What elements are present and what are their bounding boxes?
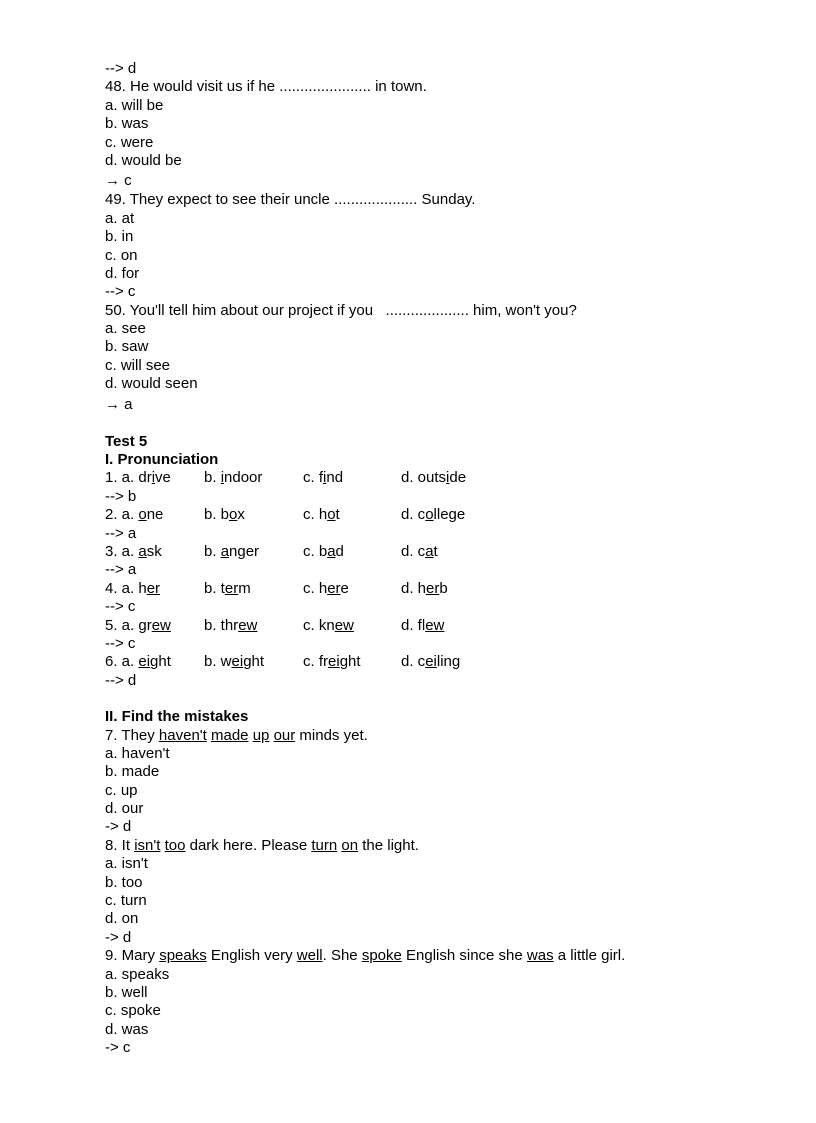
answer-4: --> c <box>105 598 136 616</box>
option-9-a: a. speaks <box>105 965 170 983</box>
option-3-a: 3. a. ask <box>105 542 162 560</box>
option-50-b: b. saw <box>105 338 149 356</box>
pronunciation-row-5 <box>105 617 765 635</box>
option-8-d: d. on <box>105 910 139 928</box>
answer-7: -> d <box>105 818 132 836</box>
option-49-b: b. in <box>105 228 134 246</box>
option-2-c: c. hot <box>303 506 340 524</box>
option-2-a: 2. a. one <box>105 506 164 524</box>
option-5-b: b. threw <box>204 616 258 634</box>
spacer <box>105 690 765 708</box>
option-1-b: b. indoor <box>204 469 263 487</box>
option-5-a: 5. a. grew <box>105 616 171 634</box>
option-9-c: c. spoke <box>105 1002 161 1020</box>
option-48-d: d. would be <box>105 151 182 169</box>
answer-3: --> a <box>105 561 137 579</box>
answer-9: -> c <box>105 1039 131 1057</box>
option-6-c: c. freight <box>303 653 361 671</box>
option-4-d: d. herb <box>401 579 448 597</box>
option-4-b: b. term <box>204 579 251 597</box>
option-8-a: a. isn't <box>105 855 148 873</box>
option-2-b: b. box <box>204 506 245 524</box>
option-1-c: c. find <box>303 469 344 487</box>
question-7: 7. They haven't made up our minds yet. <box>105 726 368 744</box>
pronunciation-row-3 <box>105 543 765 561</box>
question-50: 50. You'll tell him about our project if you .................... him, won't you? <box>105 301 577 319</box>
option-7-d: d. our <box>105 800 144 818</box>
option-9-b: b. well <box>105 983 148 1001</box>
answer-48-value: c <box>124 172 132 190</box>
option-3-d: d. cat <box>401 542 438 560</box>
option-6-d: d. ceiling <box>401 653 461 671</box>
document-page <box>105 60 765 1058</box>
option-8-c: c. turn <box>105 892 147 910</box>
section-heading-mistakes: II. Find the mistakes <box>105 708 249 726</box>
option-1-d: d. outside <box>401 469 467 487</box>
option-49-a: a. at <box>105 209 135 227</box>
previous-answer: --> d <box>105 60 137 77</box>
option-6-b: b. weight <box>204 653 265 671</box>
option-49-d: d. for <box>105 264 140 282</box>
option-6-a: 6. a. eight <box>105 653 171 671</box>
answer-49: --> c <box>105 283 136 301</box>
option-7-c: c. up <box>105 781 138 799</box>
question-49: 49. They expect to see their uncle .................... Sunday. <box>105 191 476 209</box>
option-50-a: a. see <box>105 320 146 338</box>
option-2-d: d. college <box>401 506 466 524</box>
answer-6: --> d <box>105 671 137 689</box>
option-5-c: c. knew <box>303 616 354 634</box>
option-48-c: c. were <box>105 133 154 151</box>
option-3-c: c. bad <box>303 542 344 560</box>
option-1-a: 1. a. drive <box>105 469 171 487</box>
spacer <box>105 415 765 433</box>
answer-8: -> d <box>105 928 132 946</box>
right-arrow-icon: → <box>105 172 120 190</box>
right-arrow-icon: → <box>105 395 120 413</box>
question-8: 8. It isn't too dark here. Please turn on the light. <box>105 836 419 854</box>
option-50-c: c. will see <box>105 356 171 374</box>
answer-1: --> b <box>105 487 137 505</box>
question-9: 9. Mary speaks English very well. She spoke English since she was a little girl. <box>105 947 626 965</box>
answer-50 <box>105 394 765 415</box>
pronunciation-row-4 <box>105 580 765 598</box>
option-5-d: d. flew <box>401 616 445 634</box>
pronunciation-row-6 <box>105 653 765 671</box>
option-3-b: b. anger <box>204 542 260 560</box>
option-48-a: a. will be <box>105 96 164 114</box>
option-4-a: 4. a. her <box>105 579 161 597</box>
option-50-d: d. would seen <box>105 375 198 393</box>
section-heading-pronunciation: I. Pronunciation <box>105 451 219 469</box>
question-48: 48. He would visit us if he ...................... in town. <box>105 78 427 96</box>
answer-50-value: a <box>124 395 133 413</box>
pronunciation-row-2 <box>105 506 765 524</box>
option-8-b: b. too <box>105 873 143 891</box>
option-4-c: c. here <box>303 579 349 597</box>
option-9-d: d. was <box>105 1020 149 1038</box>
option-48-b: b. was <box>105 115 149 133</box>
answer-2: --> a <box>105 524 137 542</box>
option-49-c: c. on <box>105 246 138 264</box>
answer-48 <box>105 170 765 191</box>
option-7-a: a. haven't <box>105 744 170 762</box>
answer-5: --> c <box>105 634 136 652</box>
option-7-b: b. made <box>105 763 160 781</box>
test-title: Test 5 <box>105 432 148 450</box>
pronunciation-row-1 <box>105 469 765 487</box>
